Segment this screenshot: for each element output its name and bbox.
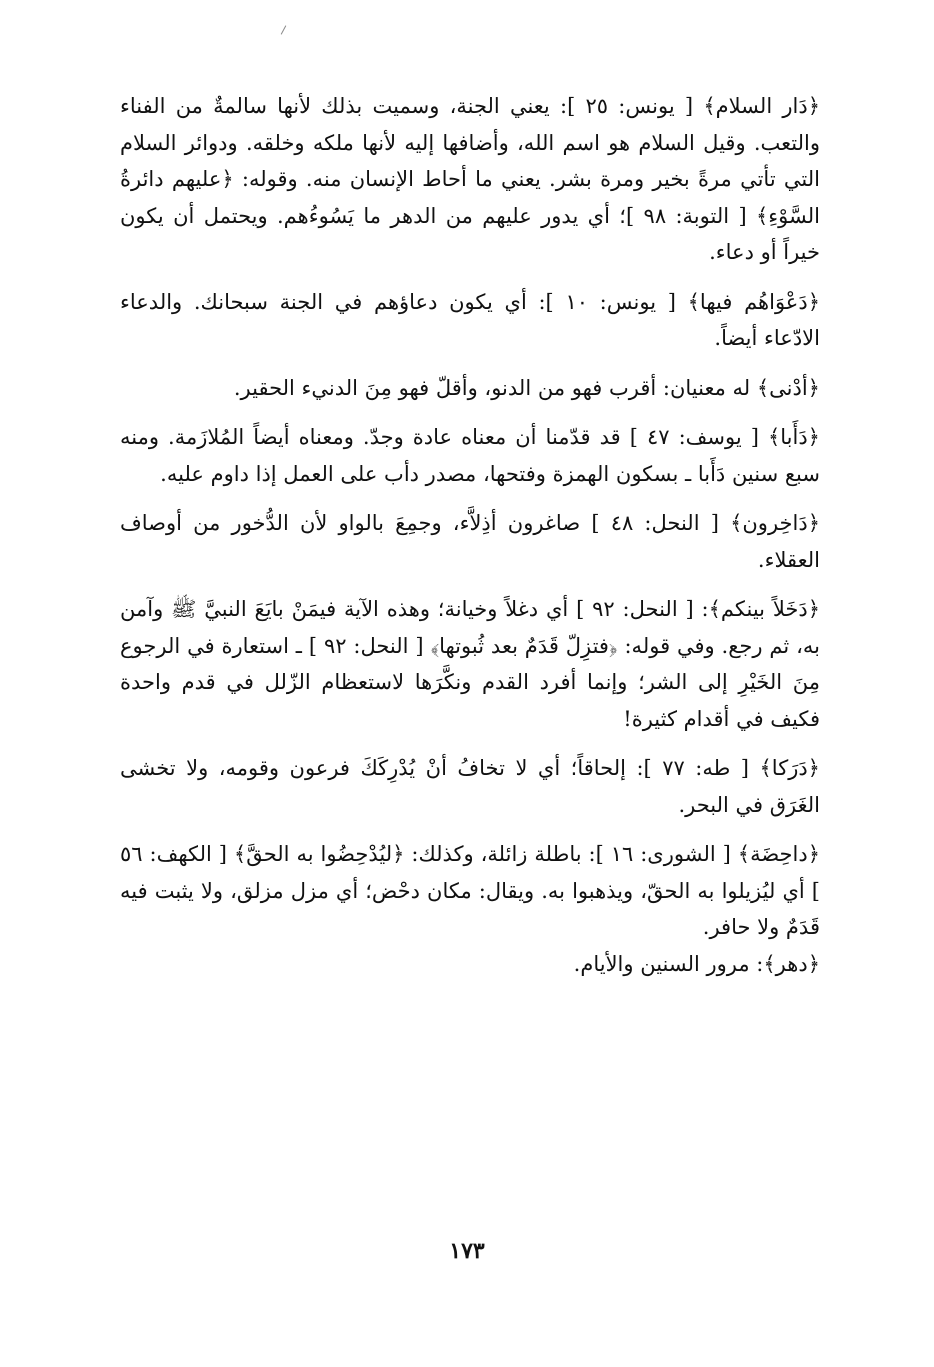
- entry-daaba: ﴿دَأَبا﴾ [ يوسف: ٤٧ ] قد قدّمنا أن معناه عادة وجدّ. ومعناه أيضاً المُلازَمة. ومنه سبع سنين دَأَبا ـ بسكون الهمزة وفتحها، مصدر دأب على العمل إذا داوم عليه.: [120, 425, 820, 486]
- entry-dawahum: ﴿دَعْوَاهُم فيها﴾ [ يونس: ١٠ ]: أي يكون دعاؤهم في الجنة سبحانك. والدعاء الادّعاء أيضاً.: [120, 289, 820, 350]
- page-number: ١٧٣: [449, 1238, 485, 1264]
- entry-dahr: ﴿دهر﴾: مرور السنين والأيام.: [573, 951, 820, 976]
- scan-speck: [281, 25, 287, 34]
- entry-dakhirun: ﴿دَاخِرون﴾ [ النحل: ٤٨ ] صاغرون أذِلاَّء، وجمِعَ بالواو لأن الدُّخور من أوصاف العقلاء.: [120, 511, 820, 572]
- entry-adna: ﴿أدْنى﴾ له معنيان: أقرب فهو من الدنو، وأقلّ فهو مِنَ الدنيء الحقير.: [233, 375, 820, 400]
- page-body: [120, 88, 820, 982]
- entry-dar-al-salam: ﴿دَار السلام﴾ [ يونس: ٢٥ ]: يعني الجنة، وسميت بذلك لأنها سالمةٌ من الفناء والتعب. وقيل السلام هو اسم الله، وأضافها إليه لأنها ملكه وخلقه. ودوائر السلام التي تأتي مرةً بخير ومرة بشر. يعني ما أحاط الإنسان منه. وقوله: ﴿عليهم دائرةُ السَّوْءِ﴾ [ التوبة: ٩٨ ]؛ أي يدور عليهم من الدهر ما يَسُوءُهم. ويحتمل أن يكون خيراً أو دعاء.: [120, 94, 821, 264]
- entry-dahida: ﴿داحِضَة﴾ [ الشورى: ١٦ ]: باطلة زائلة، وكذلك: ﴿ليُدْحِضُوا به الحقَّ﴾ [ الكهف: ٥٦ ] أي ليُزيلوا به الحقّ، ويذهبوا به. ويقال: مكان دحْض؛ أي مزل مزلق، ولا يثبت فيه قَدَمٌ ولا حافر.: [120, 842, 821, 939]
- entry-dakhalan: ﴿دَخَلاً بينكم﴾: [ النحل: ٩٢ ] أي دغلاً وخيانة؛ وهذه الآية فيمَنْ بايَعَ النبيَّ ﷺ وآمن به، ثم رجع. وفي قوله: ﴿فتزِلّ قَدَمٌ بعد ثُبوتها﴾ [ النحل: ٩٢ ] ـ استعارة في الرجوع مِنَ الخَيْرِ إلى الشر؛ وإنما أفرد القدم ونكَّرَها لاستعظام الزّلل في قدم واحدة فكيف في أقدام كثيرة!: [120, 597, 821, 731]
- entry-daraka: ﴿دَرَكا﴾ [ طه: ٧٧ ]: إلحاقاً؛ أي لا تخافُ أنْ يُدْرِكَكَ فرعون وقومه، ولا تخشى الغَرَق في البحر.: [120, 756, 820, 817]
